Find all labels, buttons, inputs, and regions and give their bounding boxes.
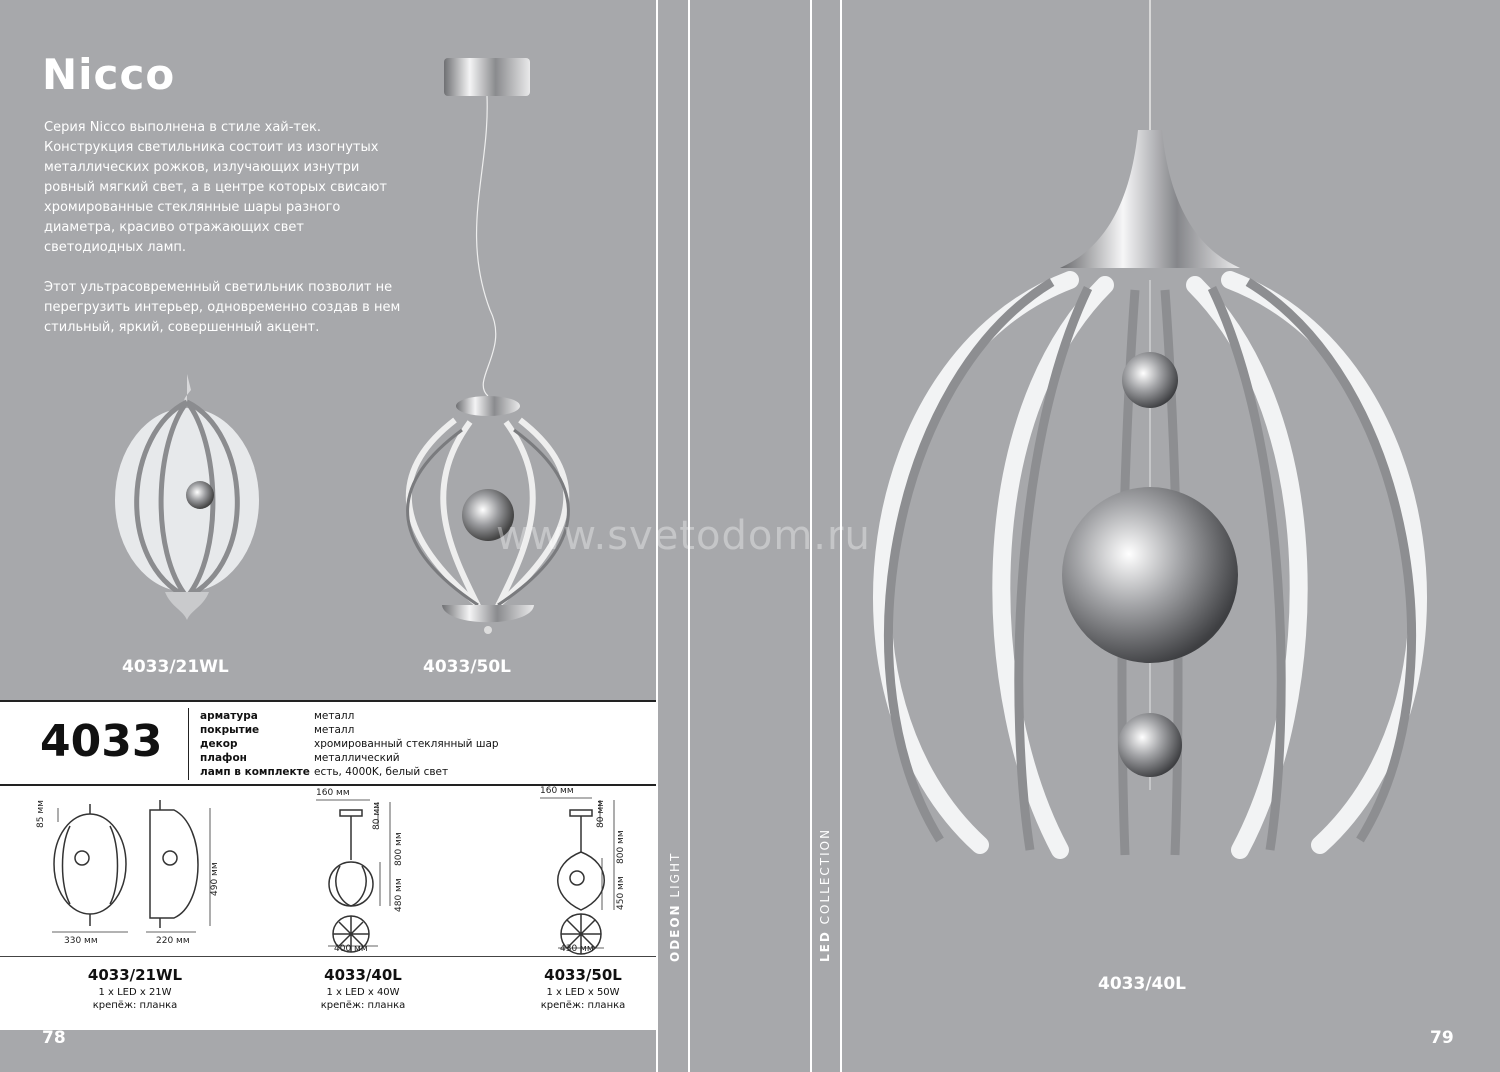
spec-value: хромированный стеклянный шар — [314, 738, 499, 750]
model-mount: крепёж: планка — [92, 1000, 178, 1011]
spec-label: декор — [200, 738, 238, 750]
model-number: 4033 — [40, 716, 163, 767]
spine-collection-bold: LED — [818, 930, 832, 962]
model-mount: крепёж: планка — [540, 1000, 626, 1011]
technical-drawings — [0, 786, 656, 956]
spec-row — [200, 738, 499, 750]
pendant-lamp-image — [360, 50, 610, 650]
intro-text — [44, 118, 404, 358]
dim-40l-canopy-height: 80 мм — [372, 802, 382, 830]
spec-row — [200, 766, 448, 778]
spec-label: плафон — [200, 752, 247, 764]
main-pendant-image — [820, 0, 1500, 900]
caption-pendant-lamp: 4033/50L — [423, 657, 512, 677]
model-name: 4033/21WL — [87, 966, 183, 984]
dim-50l-total: 800 мм — [616, 830, 626, 864]
page-title: Nicco — [42, 50, 176, 99]
spec-panel — [0, 700, 656, 1030]
spec-value: есть, 4000K, белый свет — [314, 766, 449, 778]
header-divider — [188, 708, 189, 780]
dim-50l-canopy: 160 мм — [540, 786, 574, 796]
spec-row — [200, 724, 354, 736]
wall-lamp-image — [105, 372, 270, 622]
dim-40l-total: 800 мм — [394, 832, 404, 866]
dim-wl-depth: 220 мм — [156, 936, 190, 946]
model-name: 4033/40L — [324, 966, 402, 984]
model-details — [498, 986, 668, 1012]
spec-header — [0, 700, 656, 786]
model-details — [278, 986, 448, 1012]
spine-brand-light: LIGHT — [668, 851, 682, 898]
model-details — [50, 986, 220, 1012]
spine-brand — [668, 852, 682, 962]
intro-paragraph-2: Этот ультрасовременный светильник позволит не перегрузить интерьер, одновременно создав в нем стильный, яркий, совершенный акцент. — [44, 280, 401, 335]
spine-collection-light: COLLECTION — [818, 827, 832, 925]
dim-50l-canopy-height: 80 мм — [596, 800, 606, 828]
spec-label: арматура — [200, 710, 258, 722]
spec-value: металл — [314, 724, 355, 736]
intro-paragraph-1: Серия Nicco выполнена в стиле хай-тек. Конструкция светильника состоит из изогнутых металлических рожков, излучающих изнутри ровный мягкий свет, а в центре которых свисают хромированные стеклянные шары разного диаметра, красиво отражающих свет светодиодных ламп. — [44, 120, 387, 255]
dim-50l-width: 430 мм — [560, 944, 594, 954]
dim-wl-top: 85 мм — [36, 800, 46, 828]
spine-brand-bold: ODEON — [668, 903, 682, 962]
model-power: 1 x LED x 40W — [326, 987, 400, 998]
spec-value: металл — [314, 710, 355, 722]
spec-label: покрытие — [200, 724, 260, 736]
dim-wl-width: 330 мм — [64, 936, 98, 946]
dimension-drawings — [0, 786, 656, 957]
model-mount: крепёж: планка — [320, 1000, 406, 1011]
dim-50l-body: 450 мм — [616, 876, 626, 910]
model-power: 1 x LED x 21W — [98, 987, 172, 998]
dim-40l-width: 400 мм — [334, 944, 368, 954]
watermark: www.svetodom.ru — [496, 513, 871, 559]
caption-wall-lamp: 4033/21WL — [122, 657, 229, 677]
dim-40l-canopy: 160 мм — [316, 788, 350, 798]
page-number-left: 78 — [42, 1028, 66, 1048]
spec-row — [200, 710, 354, 722]
dim-40l-body: 480 мм — [394, 878, 404, 912]
page-number-right: 79 — [1430, 1028, 1454, 1048]
model-name: 4033/50L — [544, 966, 622, 984]
dim-wl-height: 490 мм — [210, 862, 220, 896]
spec-value: металлический — [314, 752, 400, 764]
spec-label: ламп в комплекте — [200, 766, 310, 778]
caption-main-pendant: 4033/40L — [1098, 974, 1187, 994]
spec-row — [200, 752, 400, 764]
model-power: 1 x LED x 50W — [546, 987, 620, 998]
